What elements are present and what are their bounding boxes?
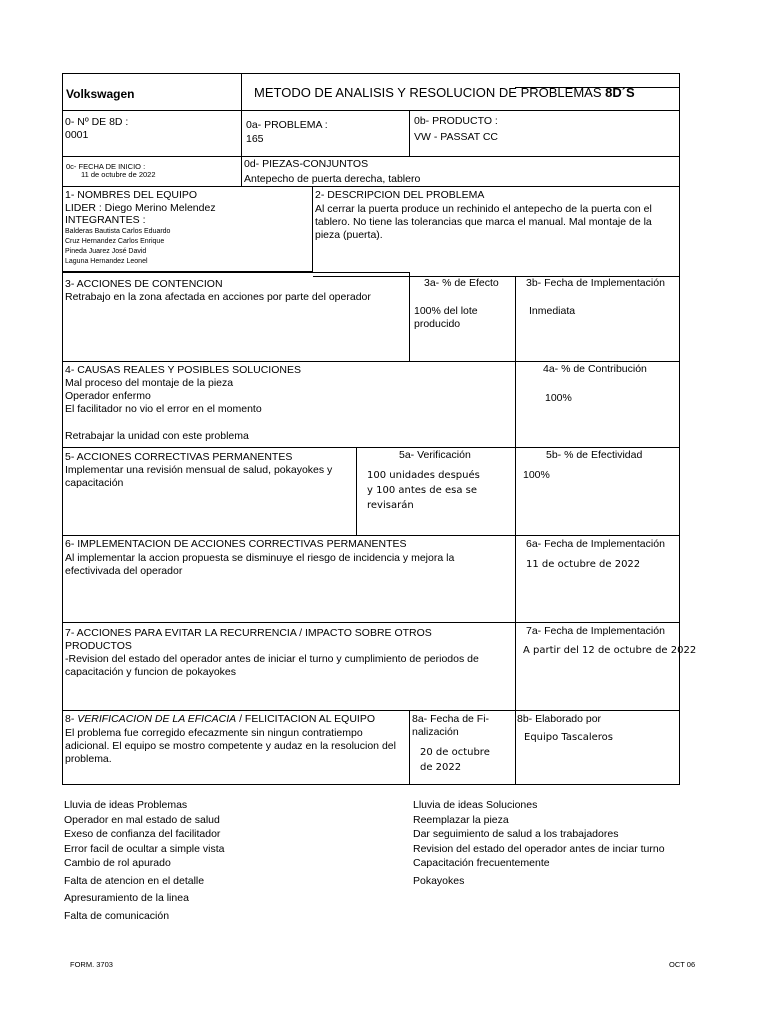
containment-date-label: 3b- Fecha de Implementación (526, 277, 665, 289)
list-item: Exeso de confianza del facilitador (64, 828, 221, 840)
list-item: Pokayokes (413, 874, 465, 887)
prevention-date-label: 7a- Fecha de Implementación (526, 625, 665, 637)
team-label: 1- NOMBRES DEL EQUIPO (65, 189, 198, 201)
list-item: Falta de atencion en el detalle (64, 874, 205, 887)
team-member: Balderas Bautista Carlos Eduardo (65, 228, 171, 235)
effectiveness-label: 5b- % de Efectividad (546, 449, 643, 461)
list-item: Cambio de rol apurado (64, 857, 171, 869)
made-by-value: Equipo Tascaleros (524, 732, 613, 743)
company-cell (62, 73, 242, 111)
final-date-value: 20 de octubre de 2022 (420, 747, 490, 773)
start-date-label: 0c- FECHA DE INICIO : (66, 162, 146, 171)
effectiveness-cell (516, 448, 680, 536)
team-member: Cruz Hernandez Carlos Enrique (65, 238, 165, 245)
containment-label: 3- ACCIONES DE CONTENCION (65, 278, 223, 290)
title-cell (242, 73, 680, 111)
number-cell (62, 111, 242, 157)
causes-cell (62, 362, 516, 448)
implementation-date-label: 6a- Fecha de Implementación (526, 538, 665, 550)
parts-value: Antepecho de puerta derecha, tablero (244, 173, 421, 185)
parts-label: 0d- PIEZAS-CONJUNTOS (244, 158, 369, 170)
list-item: Operador en mal estado de salud (64, 813, 220, 826)
number-value: 0001 (65, 129, 89, 141)
cause-item: Operador enfermo (65, 390, 151, 402)
final-date-label: 8a- Fecha de Fi- nalización (412, 713, 490, 738)
containment-effect-label: 3a- % de Efecto (424, 277, 499, 289)
causes-solution: Retrabajar la unidad con este problema (65, 430, 249, 442)
containment-cell (62, 272, 410, 362)
made-by-label: 8b- Elaborado por (517, 713, 602, 725)
list-item: Apresuramiento de la linea (64, 892, 189, 904)
final-date-cell (410, 711, 516, 785)
corrective-label: 5- ACCIONES CORRECTIVAS PERMANENTES (65, 451, 293, 463)
containment-text: Retrabajo en la zona afectada en acciones por parte del operador (65, 291, 371, 303)
team-members-label: INTEGRANTES : (65, 214, 146, 226)
prevention-date-value: A partir del 12 de octubre de 2022 (523, 645, 697, 656)
company-name: Volkswagen (66, 87, 135, 101)
description-text: Al cerrar la puerta produce un rechinido el antepecho de la puerta con el tablero. No tiene las tolerancias que marca el manual. Mal montaje de la pieza (puerta). (315, 203, 652, 241)
implementation-cell (62, 536, 516, 623)
efficacy-text: El problema fue corregido efecazmente sin ningun contratiempo adicional. El equipo se mostro competente y audaz en la resolucion del problema. (65, 727, 396, 765)
contribution-value: 100% (545, 392, 572, 404)
prevention-date-cell (516, 623, 697, 711)
prevention-text: -Revision del estado del operador antes de iniciar el turno y cumplimiento de periodos de capacitación y funcion de pokayokes (65, 653, 479, 678)
implementation-date-value: 11 de octubre de 2022 (526, 559, 641, 570)
containment-effect-cell (410, 277, 516, 362)
product-label: 0b- PRODUCTO : (414, 115, 498, 127)
corrective-text: Implementar una revisión mensual de salud, pokayokes y capacitación (65, 464, 333, 489)
prevention-cell (62, 623, 516, 711)
list-item: Dar seguimiento de salud a los trabajadores (413, 828, 619, 840)
implementation-date-cell (516, 536, 680, 623)
start-date-cell (62, 157, 242, 187)
form-version: OCT 06 (669, 960, 696, 969)
team-cell (62, 187, 313, 272)
list-item: Revision del estado del operador antes de inciar turno (413, 842, 665, 855)
verification-label: 5a- Verificación (399, 449, 471, 461)
description-label: 2- DESCRIPCION DEL PROBLEMA (315, 189, 485, 201)
verification-cell (357, 448, 516, 536)
parts-cell (242, 157, 680, 187)
product-cell (410, 111, 680, 157)
corrective-cell (62, 448, 357, 536)
contribution-cell (516, 362, 680, 448)
brainstorm-problems-list (64, 798, 224, 923)
containment-effect-value: 100% del lote producido (414, 305, 478, 330)
cause-item: Mal proceso del montaje de la pieza (65, 377, 234, 389)
list-item: Falta de comunicación (64, 909, 170, 922)
contribution-label: 4a- % de Contribución (543, 363, 647, 375)
team-leader: LIDER : Diego Merino Melendez (65, 202, 216, 214)
list-item: Lluvia de ideas Problemas (64, 799, 188, 811)
made-by-cell (516, 711, 680, 785)
list-item: Reemplazar la pieza (413, 813, 509, 826)
problem-value: 165 (246, 133, 264, 145)
form-number: FORM. 3703 (70, 960, 113, 969)
causes-label: 4- CAUSAS REALES Y POSIBLES SOLUCIONES (65, 364, 301, 376)
title-underline (515, 87, 680, 88)
problem-cell (242, 111, 410, 157)
start-date-value: 11 de octubre de 2022 (81, 170, 156, 179)
effectiveness-value: 100% (523, 469, 550, 481)
verification-value: 100 unidades después y 100 antes de esa se revisarán (367, 470, 480, 511)
list-item: Error facil de ocultar a simple vista (64, 842, 225, 855)
team-member: Laguna Hernandez Leonel (65, 258, 148, 265)
list-item: Capacitación frecuentemente (413, 857, 550, 869)
cause-item: El facilitador no vio el error en el momento (65, 403, 262, 415)
form-title: METODO DE ANALISIS Y RESOLUCION DE PROBLEMAS 8D´S (254, 85, 635, 100)
containment-date-cell (516, 277, 680, 362)
prevention-label: 7- ACCIONES PARA EVITAR LA RECURRENCIA / IMPACTO SOBRE OTROS PRODUCTOS (65, 627, 432, 652)
product-value: VW - PASSAT CC (414, 131, 499, 143)
list-item: Lluvia de ideas Soluciones (413, 799, 538, 811)
number-label: 0- Nº DE 8D : (65, 116, 129, 128)
containment-date-value: Inmediata (529, 305, 576, 317)
implementation-label: 6- IMPLEMENTACION DE ACCIONES CORRECTIVAS PERMANENTES (65, 538, 407, 550)
description-cell (313, 187, 680, 277)
efficacy-label: 8- VERIFICACION DE LA EFICACIA / FELICITACION AL EQUIPO (65, 713, 376, 725)
team-member: Pineda Juarez José David (65, 248, 147, 255)
implementation-text: Al implementar la accion propuesta se disminuye el riesgo de incidencia y mejora la efectivivada del operador (65, 552, 455, 577)
brainstorm-solutions-list (413, 798, 665, 888)
problem-label: 0a- PROBLEMA : (246, 119, 328, 131)
efficacy-cell (62, 711, 410, 785)
